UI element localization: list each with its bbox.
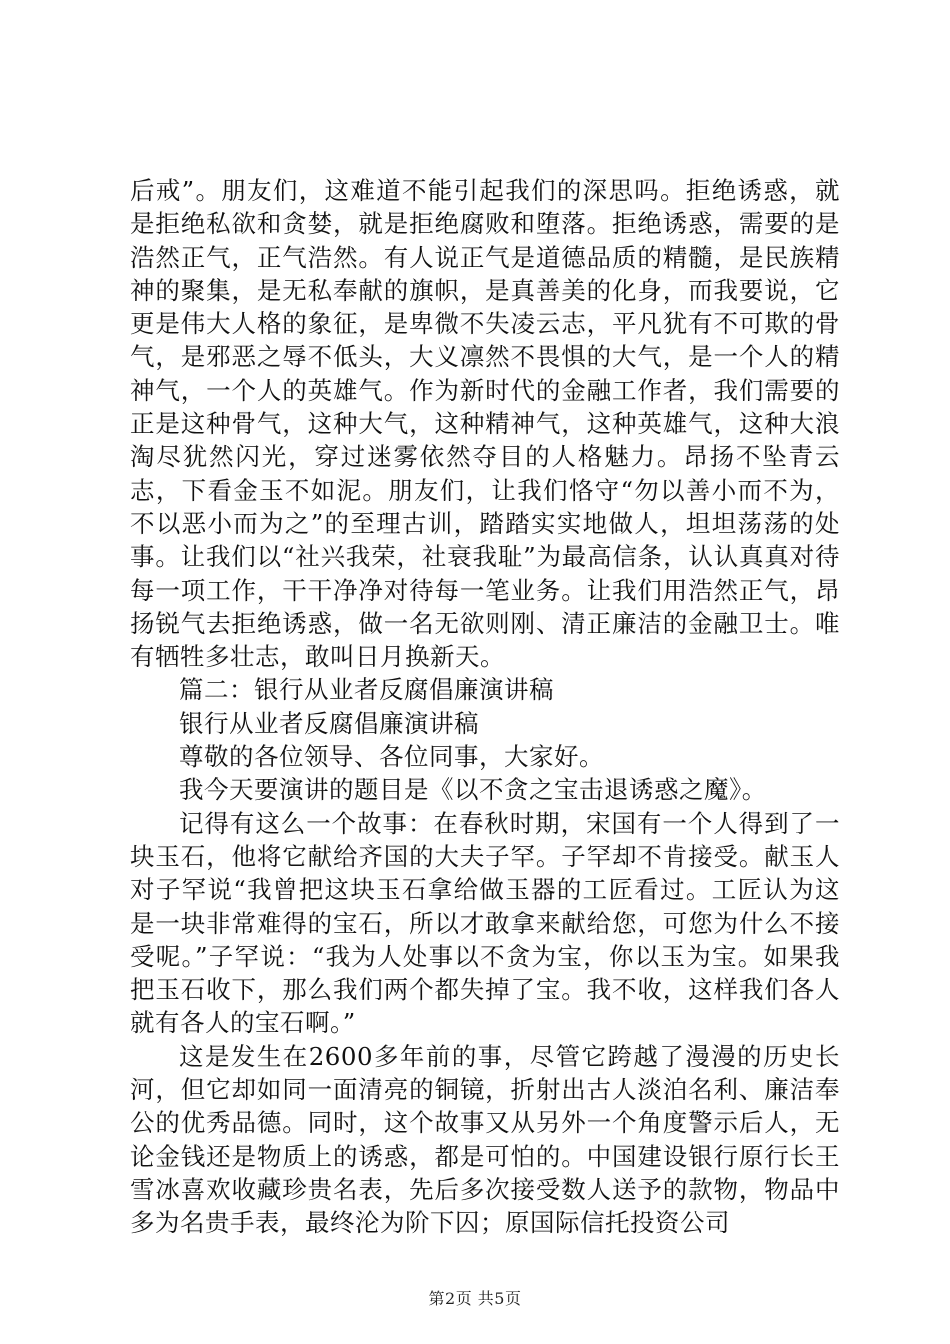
body-text xyxy=(130,174,840,1240)
page-footer: 第2页 共5页 xyxy=(428,1289,522,1308)
section-heading: 篇二：银行从业者反腐倡廉演讲稿 xyxy=(179,675,554,705)
paragraph-speech-conclusion: 后戒”。朋友们，这难道不能引起我们的深思吗。拒绝诱惑，就是拒绝私欲和贪婪，就是拒绝腐败和堕落。拒绝诱惑，需要的是浩然正气，正气浩然。有人说正气是道德品质的精髓，是民族精神的聚集，是无私奉献的旗帜，是真善美的化身，而我要说，它更是伟大人格的象征，是卑微不失凌云志，平凡犹有不可欺的骨气，是邪恶之辱不低头，大义凛然不畏惧的大气，是一个人的精神气，一个人的英雄气。作为新时代的金融工作者，我们需要的正是这种骨气，这种大气，这种精神气，这种英雄气，这种大浪淘尽犹然闪光，穿过迷雾依然夺目的人格魅力。昂扬不坠青云志，下看金玉不如泥。朋友们，让我们恪守“勿以善小而不为，不以恶小而为之”的至理古训，踏踏实实地做人，坦坦荡荡的处事。让我们以“社兴我荣，社衰我耻”为最高信条，认认真真对待每一项工作，干干净净对待每一笔业务。让我们用浩然正气，昂扬锐气去拒绝诱惑，做一名无欲则刚、清正廉洁的金融卫士。唯有牺牲多壮志，敢叫日月换新天。 xyxy=(130,176,840,672)
topic-sentence: 我今天要演讲的题目是《以不贪之宝击退诱惑之魔》。 xyxy=(179,775,767,805)
paragraph-reflection: 这是发生在2600多年前的事，尽管它跨越了漫漫的历史长河，但它却如同一面清亮的铜镜，折射出古人淡泊名利、廉洁奉公的优秀品德。同时，这个故事又从另外一个角度警示后人，无论金钱还是物质上的诱惑，都是可怕的。中国建设银行原行长王雪冰喜欢收藏珍贵名表，先后多次接受数人送予的款物，物品中多为名贵手表，最终沦为阶下囚；原国际信托投资公司 xyxy=(130,1041,840,1238)
paragraph-story: 记得有这么一个故事：在春秋时期，宋国有一个人得到了一块玉石，他将它献给齐国的大夫子罕。子罕却不肯接受。献玉人对子罕说“我曾把这块玉石拿给做玉器的工匠看过。工匠认为这是一块非常难得的宝石，所以才敢拿来献给您，可您为什么不接受呢。”子罕说：“我为人处事以不贪为宝，你以玉为宝。如果我把玉石收下，那么我们两个都失掉了宝。我不收，这样我们各人就有各人的宝石啊。” xyxy=(130,808,840,1038)
speech-title: 银行从业者反腐倡廉演讲稿 xyxy=(179,708,479,738)
greeting: 尊敬的各位领导、各位同事，大家好。 xyxy=(179,742,604,772)
